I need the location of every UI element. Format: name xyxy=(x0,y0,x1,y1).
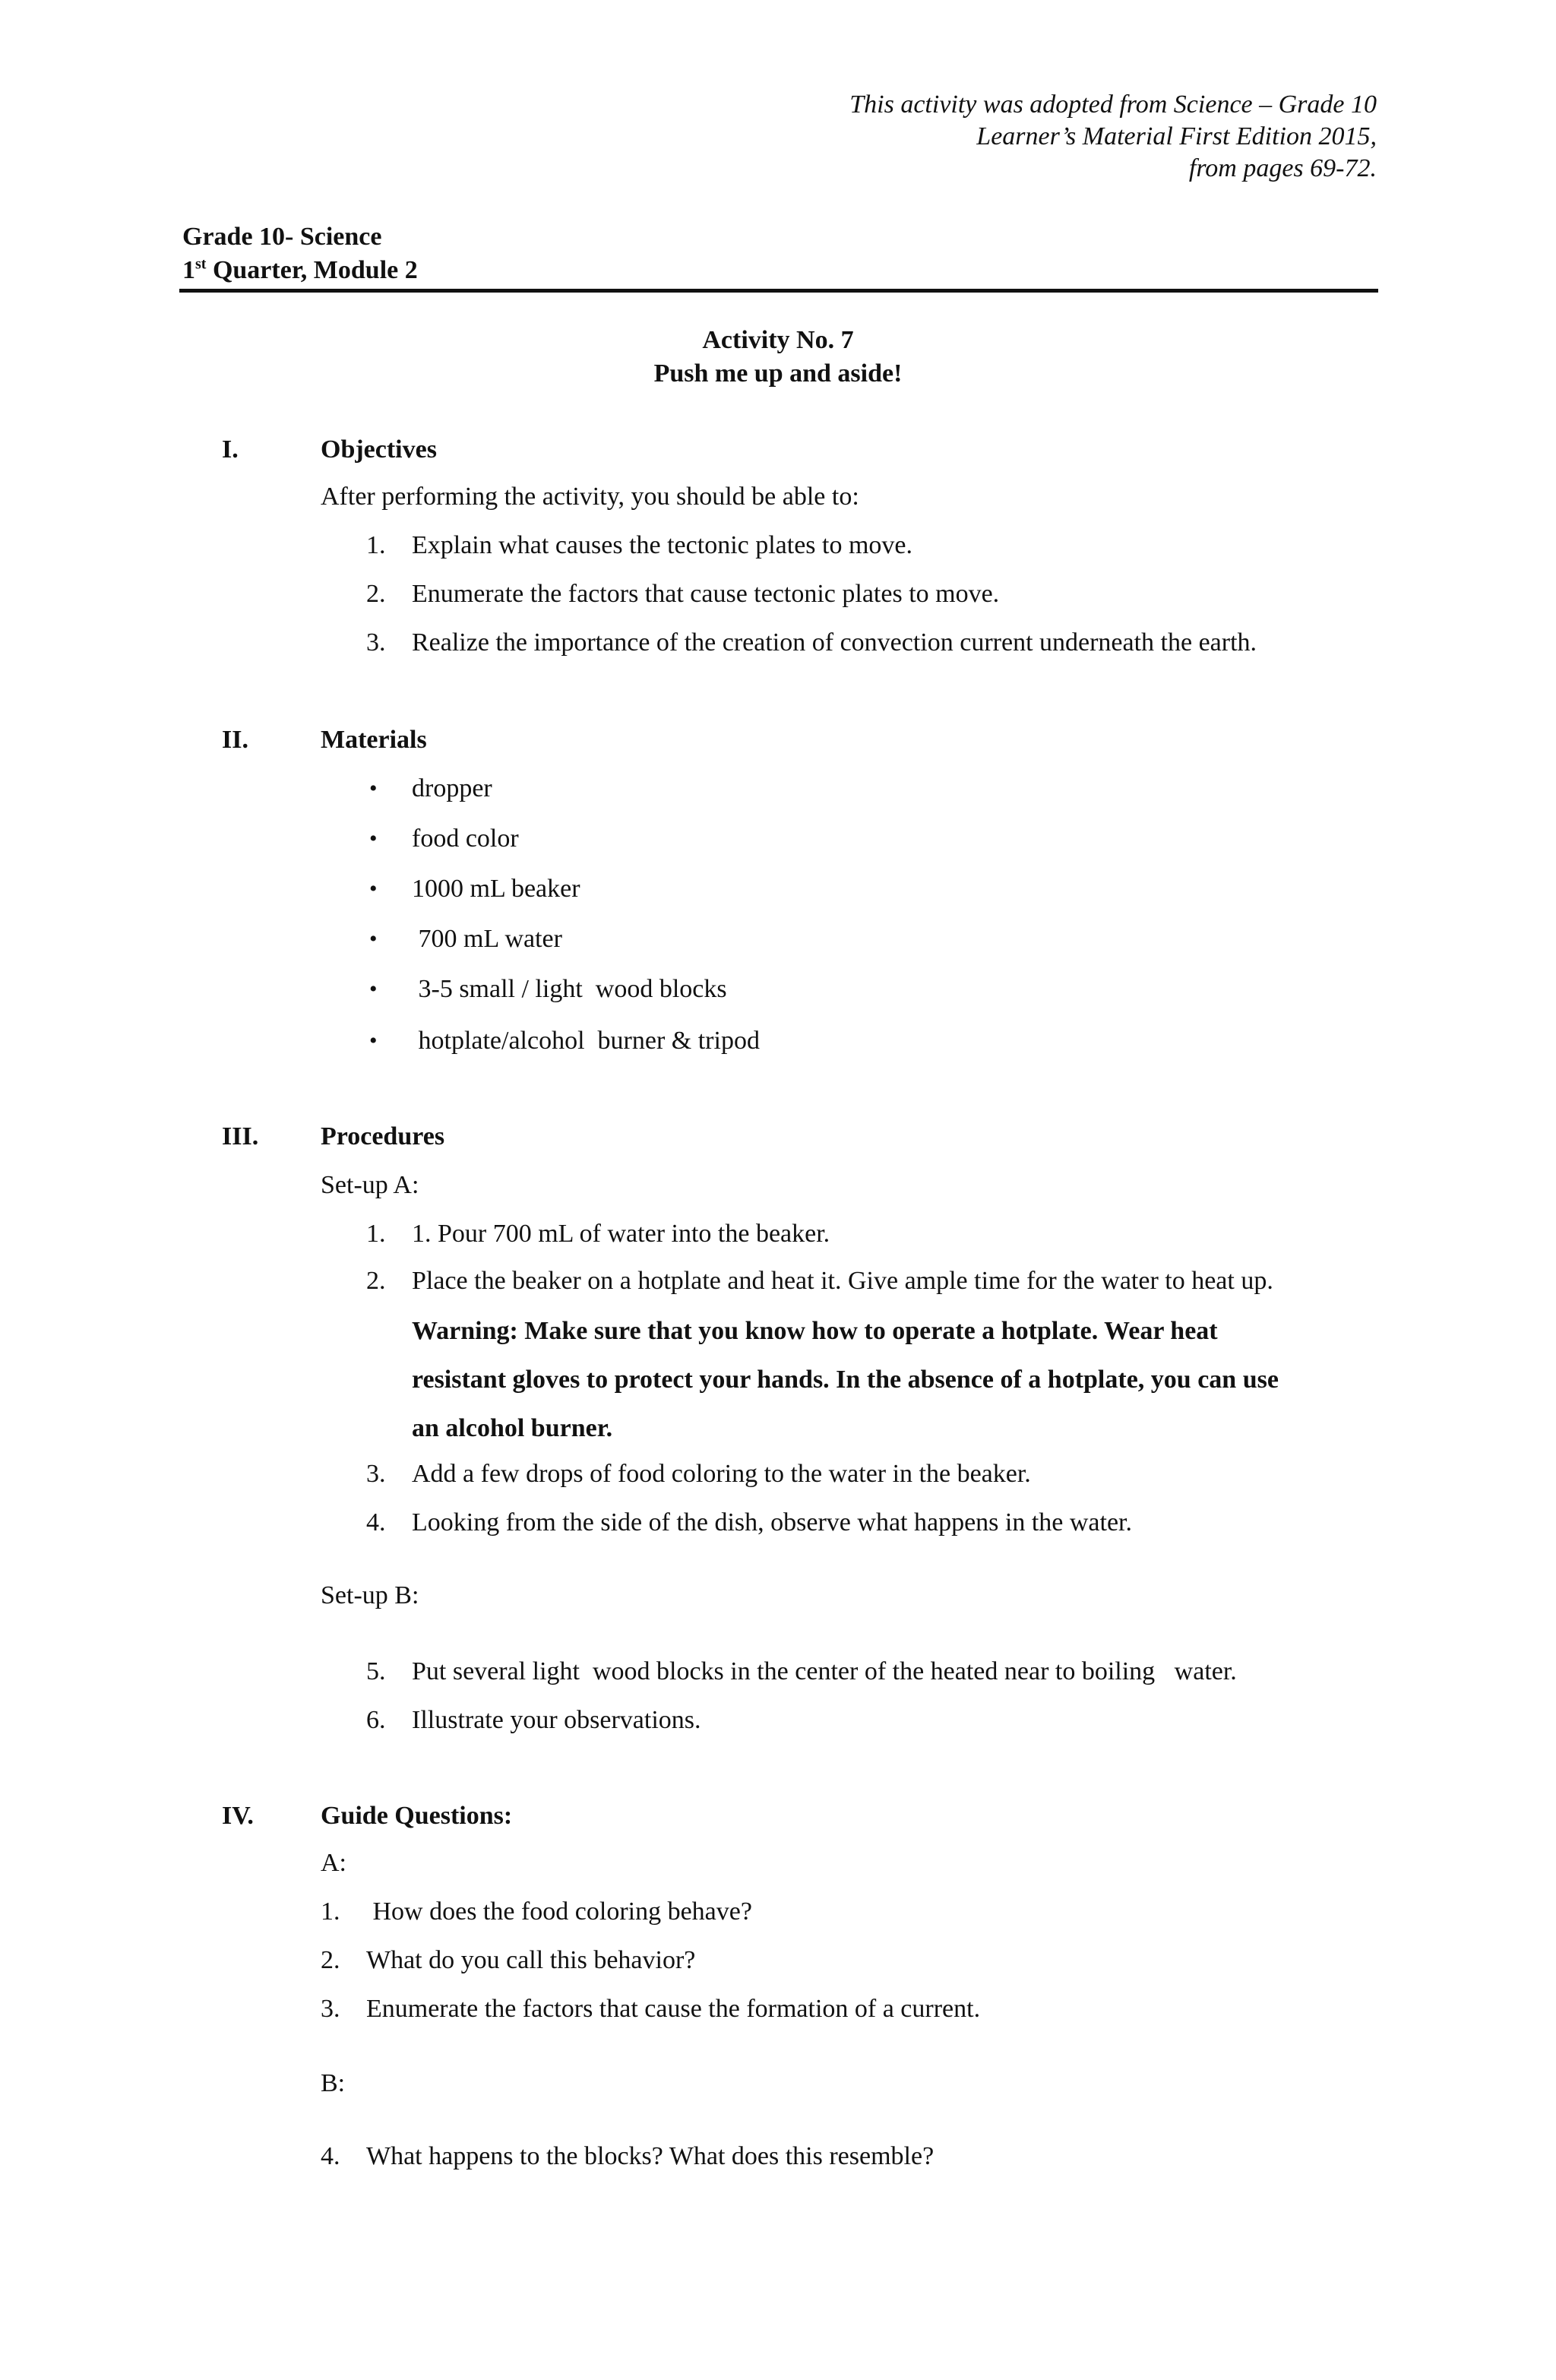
guide-part-a-label: A: xyxy=(321,1849,346,1877)
bullet-icon: • xyxy=(369,976,378,1002)
quarter-number: 1 xyxy=(182,256,195,284)
procedure-step-number: 5. xyxy=(366,1657,386,1685)
section-heading-materials: Materials xyxy=(321,726,427,754)
procedure-step-number: 2. xyxy=(366,1267,386,1295)
warning-line-3: an alcohol burner. xyxy=(412,1414,613,1442)
bullet-icon: • xyxy=(369,1028,378,1053)
material-item: food color xyxy=(412,824,519,853)
procedure-step-number: 3. xyxy=(366,1460,386,1488)
question-number: 1. xyxy=(321,1897,340,1926)
objective-item: Realize the importance of the creation of convection current underneath the earth. xyxy=(412,628,1257,657)
activity-number: Activity No. 7 xyxy=(702,326,854,354)
bullet-icon: • xyxy=(369,876,378,901)
material-item: dropper xyxy=(412,774,492,802)
warning-line-1: Warning: Make sure that you know how to operate a hotplate. Wear heat xyxy=(412,1317,1218,1345)
objectives-intro: After performing the activity, you should be able to: xyxy=(321,483,859,511)
material-item: hotplate/alcohol burner & tripod xyxy=(412,1027,760,1055)
header-rule xyxy=(179,289,1378,293)
objective-number: 1. xyxy=(366,531,386,559)
source-note-line-3: from pages 69-72. xyxy=(1188,154,1377,182)
bullet-icon: • xyxy=(369,826,378,851)
procedure-step: Illustrate your observations. xyxy=(412,1706,701,1734)
objective-item: Explain what causes the tectonic plates to move. xyxy=(412,531,913,559)
section-heading-guide: Guide Questions: xyxy=(321,1802,513,1830)
procedure-step-number: 6. xyxy=(366,1706,386,1734)
activity-title: Push me up and aside! xyxy=(653,359,903,388)
section-heading-objectives: Objectives xyxy=(321,435,437,464)
procedure-step-number: 1. xyxy=(366,1220,386,1248)
procedure-step: Place the beaker on a hotplate and heat it. Give ample time for the water to heat up. xyxy=(412,1267,1273,1295)
procedure-step: Put several light wood blocks in the center of the heated near to boiling water. xyxy=(412,1657,1237,1685)
guide-question: What do you call this behavior? xyxy=(366,1946,696,1974)
subject-heading: Grade 10- Science xyxy=(182,223,382,251)
guide-part-b-label: B: xyxy=(321,2069,346,2097)
quarter-text: Quarter, Module 2 xyxy=(206,256,418,284)
objective-item: Enumerate the factors that cause tectonic plates to move. xyxy=(412,580,1000,608)
objective-number: 2. xyxy=(366,580,386,608)
source-note-line-2: Learner’s Material First Edition 2015, xyxy=(976,122,1377,150)
quarter-superscript: st xyxy=(195,255,207,273)
procedure-step: Add a few drops of food coloring to the water in the beaker. xyxy=(412,1460,1031,1488)
setup-b-label: Set-up B: xyxy=(321,1581,419,1609)
section-numeral-procedures: III. xyxy=(222,1122,259,1150)
material-item: 1000 mL beaker xyxy=(412,875,580,903)
bullet-icon: • xyxy=(369,926,378,951)
question-number: 3. xyxy=(321,1995,340,2023)
setup-a-label: Set-up A: xyxy=(321,1171,419,1199)
section-numeral-guide: IV. xyxy=(222,1802,254,1830)
procedure-step-number: 4. xyxy=(366,1508,386,1537)
section-numeral-materials: II. xyxy=(222,726,248,754)
procedure-step: 1. Pour 700 mL of water into the beaker. xyxy=(412,1220,830,1248)
source-note-line-1: This activity was adopted from Science – Grade 10 xyxy=(849,90,1377,119)
procedure-step: Looking from the side of the dish, observe what happens in the water. xyxy=(412,1508,1132,1537)
bullet-icon: • xyxy=(369,776,378,801)
material-item: 3-5 small / light wood blocks xyxy=(412,975,727,1003)
guide-question: How does the food coloring behave? xyxy=(366,1897,752,1926)
guide-question: What happens to the blocks? What does this resemble? xyxy=(366,2142,935,2170)
section-numeral-objectives: I. xyxy=(222,435,239,464)
question-number: 2. xyxy=(321,1946,340,1974)
section-heading-procedures: Procedures xyxy=(321,1122,445,1150)
guide-question: Enumerate the factors that cause the formation of a current. xyxy=(366,1995,981,2023)
question-number: 4. xyxy=(321,2142,340,2170)
warning-line-2: resistant gloves to protect your hands. In the absence of a hotplate, you can use xyxy=(412,1366,1279,1394)
objective-number: 3. xyxy=(366,628,386,657)
material-item: 700 mL water xyxy=(412,925,562,953)
quarter-heading xyxy=(182,255,418,286)
